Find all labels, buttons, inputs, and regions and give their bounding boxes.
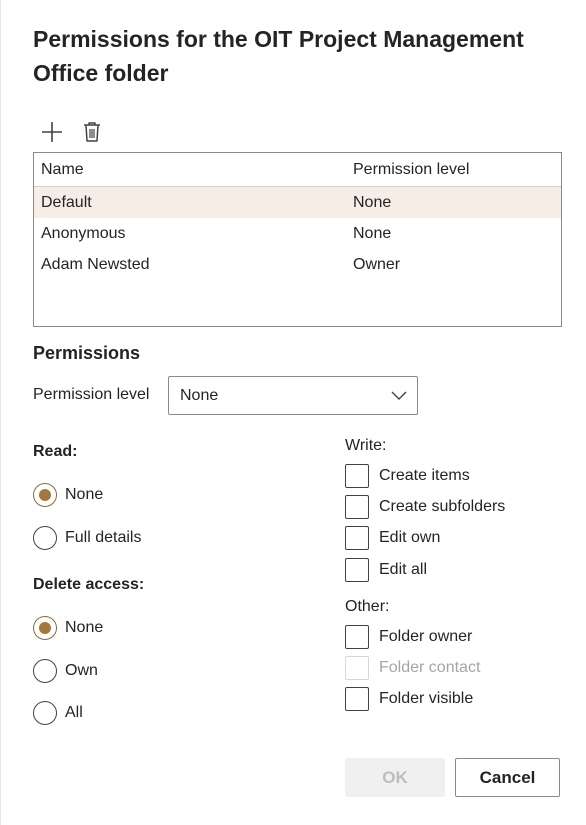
ok-button[interactable]: OK (345, 758, 445, 797)
permission-level-label: Permission level (33, 386, 150, 403)
row-permission-level: None (353, 193, 392, 211)
grid-row-anonymous[interactable] (34, 218, 561, 249)
checkbox-label: Folder visible (379, 690, 474, 707)
checkbox-box (345, 495, 369, 519)
plus-icon (40, 120, 64, 144)
cancel-button[interactable]: Cancel (455, 758, 560, 797)
edit-own-checkbox[interactable] (345, 526, 440, 550)
checkbox-label: Create subfolders (379, 498, 506, 515)
permissions-section-title: Permissions (33, 343, 141, 363)
grid-header (34, 153, 561, 187)
delete-access-group-label: Delete access: (33, 576, 145, 593)
checkbox-label: Edit own (379, 529, 441, 546)
checkbox-box (345, 464, 369, 488)
radio-circle (33, 659, 57, 683)
permission-level-value: None (180, 387, 219, 404)
checkbox-label: Folder owner (379, 628, 473, 645)
grid-row-adam-newsted[interactable] (34, 249, 561, 280)
radio-label: All (65, 704, 83, 721)
permissions-grid (33, 152, 562, 327)
radio-circle (33, 701, 57, 725)
grid-toolbar (39, 118, 105, 146)
permission-level-dropdown[interactable] (168, 376, 418, 415)
radio-dot (39, 489, 51, 501)
row-permission-level: Owner (353, 255, 401, 273)
read-none-radio[interactable] (33, 483, 103, 507)
trash-icon (82, 121, 102, 143)
folder-owner-checkbox[interactable] (345, 625, 472, 649)
checkbox-box (345, 656, 369, 680)
delete-all-radio[interactable] (33, 701, 83, 725)
radio-circle (33, 526, 57, 550)
chevron-down-icon (391, 389, 407, 401)
read-group-label: Read: (33, 443, 78, 460)
other-group-label: Other: (345, 598, 390, 615)
column-header-permission-level[interactable]: Permission level (353, 160, 470, 178)
folder-contact-checkbox (345, 656, 480, 680)
edit-all-checkbox[interactable] (345, 558, 427, 582)
radio-dot (39, 622, 51, 634)
add-button[interactable] (39, 119, 65, 145)
checkbox-label: Edit all (379, 561, 428, 578)
row-name: Default (41, 193, 92, 211)
row-name: Adam Newsted (41, 255, 150, 273)
grid-row-default[interactable] (34, 187, 561, 218)
column-header-name[interactable]: Name (41, 160, 84, 178)
checkbox-box (345, 625, 369, 649)
radio-label: Own (65, 662, 98, 679)
checkbox-label: Folder contact (379, 659, 481, 676)
write-group-label: Write: (345, 437, 387, 454)
radio-label: Full details (65, 529, 142, 546)
row-permission-level: None (353, 224, 392, 242)
create-items-checkbox[interactable] (345, 464, 470, 488)
delete-button[interactable] (79, 119, 105, 145)
delete-own-radio[interactable] (33, 659, 98, 683)
radio-circle (33, 483, 57, 507)
read-full-details-radio[interactable] (33, 526, 141, 550)
create-subfolders-checkbox[interactable] (345, 495, 505, 519)
folder-visible-checkbox[interactable] (345, 687, 473, 711)
radio-label: None (65, 486, 104, 503)
delete-none-radio[interactable] (33, 616, 103, 640)
radio-label: None (65, 619, 104, 636)
radio-circle (33, 616, 57, 640)
checkbox-box (345, 687, 369, 711)
dialog-title: Permissions for the OIT Project Management Office folder (33, 26, 524, 86)
checkbox-label: Create items (379, 467, 470, 484)
row-name: Anonymous (41, 224, 126, 242)
checkbox-box (345, 558, 369, 582)
checkbox-box (345, 526, 369, 550)
